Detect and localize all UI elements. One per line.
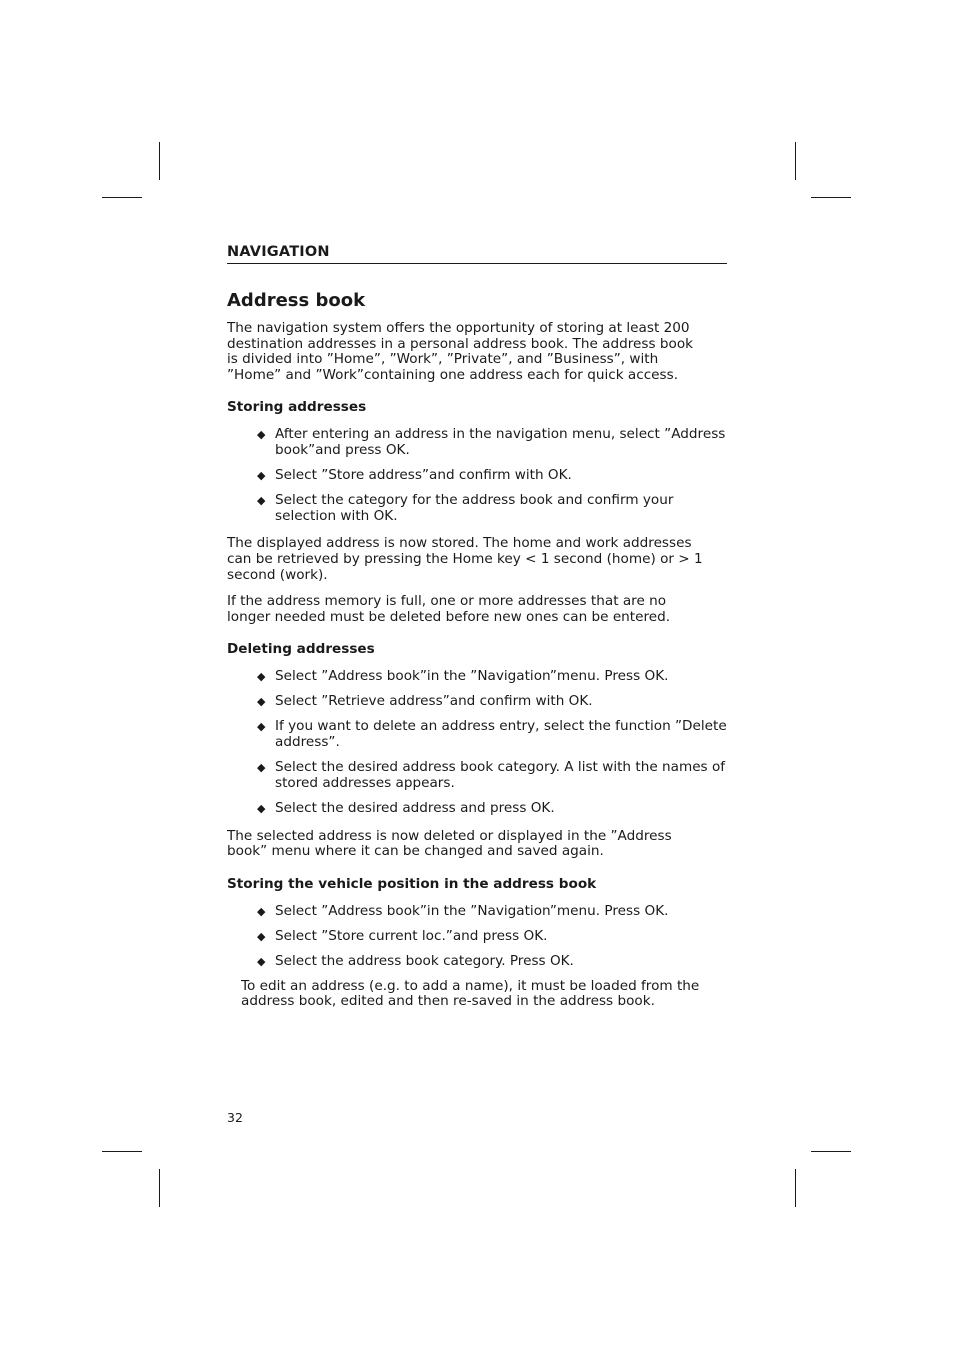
diamond-bullet-icon: ◆ (257, 669, 266, 683)
diamond-bullet-icon: ◆ (257, 929, 266, 943)
diamond-bullet-icon: ◆ (257, 904, 266, 918)
deleting-steps (227, 669, 727, 817)
list-item: ◆ Select the address book category. Press OK. (257, 953, 574, 970)
list-item: ◆ Select ”Store address”and confirm with OK. (257, 466, 572, 483)
edit-note-paragraph: To edit an address (e.g. to add a name), it must be loaded from the address book, edited and then re-saved in the address book. (241, 977, 700, 1010)
storing-heading: Storing addresses (227, 399, 367, 416)
list-item: ◆ Select ”Address book”in the ”Navigation”menu. Press OK. (257, 667, 669, 684)
list-item: ◆ Select ”Address book”in the ”Navigation”menu. Press OK. (257, 902, 669, 919)
deleting-heading: Deleting addresses (227, 641, 375, 658)
storing-result-paragraph: The displayed address is now stored. The home and work addresses can be retrieved by pressing the Home key < 1 second (home) or > 1 second (work). (227, 535, 703, 583)
list-item: ◆ Select the desired address book category. A list with the names of stored addresses appears. (257, 759, 726, 791)
list-item: ◆ Select the category for the address book and confirm your selection with OK. (257, 492, 674, 524)
page-number: 32 (227, 1110, 243, 1125)
deleting-result-paragraph: The selected address is now deleted or displayed in the ”Address book” menu where it can be changed and saved again. (227, 827, 672, 860)
crop-mark (102, 197, 142, 198)
intro-paragraph: The navigation system offers the opportunity of storing at least 200 destination addresses in a personal address book. The address book is divided into ”Home”, ”Work”, ”Private”, and ”Business”, with ”Home” and ”Work”containing one address each for quick access. (227, 320, 694, 383)
diamond-bullet-icon: ◆ (257, 720, 266, 734)
section-header: NAVIGATION (227, 243, 727, 264)
vehicle-position-steps (227, 904, 727, 970)
crop-mark (795, 1169, 796, 1207)
diamond-bullet-icon: ◆ (257, 695, 266, 709)
crop-mark (811, 197, 851, 198)
diamond-bullet-icon: ◆ (257, 761, 266, 775)
page-content (227, 243, 727, 1021)
list-item: ◆ After entering an address in the navigation menu, select ”Address book”and press OK. (257, 425, 726, 458)
memory-full-paragraph: If the address memory is full, one or more addresses that are no longer needed must be deleted before new ones can be entered. (227, 593, 671, 625)
crop-mark (159, 1169, 160, 1207)
crop-mark (102, 1151, 142, 1152)
list-item: ◆ Select ”Store current loc.”and press OK. (257, 927, 548, 944)
crop-mark (811, 1151, 851, 1152)
crop-mark (795, 142, 796, 180)
diamond-bullet-icon: ◆ (257, 955, 266, 969)
list-item: ◆ If you want to delete an address entry, select the function ”Delete address”. (257, 718, 727, 751)
diamond-bullet-icon: ◆ (257, 427, 266, 441)
crop-mark (159, 142, 160, 180)
list-item: ◆ Select ”Retrieve address”and confirm with OK. (257, 693, 593, 710)
page-title: Address book (227, 290, 366, 311)
diamond-bullet-icon: ◆ (257, 494, 266, 508)
storing-steps (227, 427, 727, 524)
vehicle-position-heading: Storing the vehicle position in the address book (227, 875, 597, 892)
diamond-bullet-icon: ◆ (257, 802, 266, 816)
diamond-bullet-icon: ◆ (257, 468, 266, 482)
list-item: ◆ Select the desired address and press OK. (257, 800, 555, 817)
